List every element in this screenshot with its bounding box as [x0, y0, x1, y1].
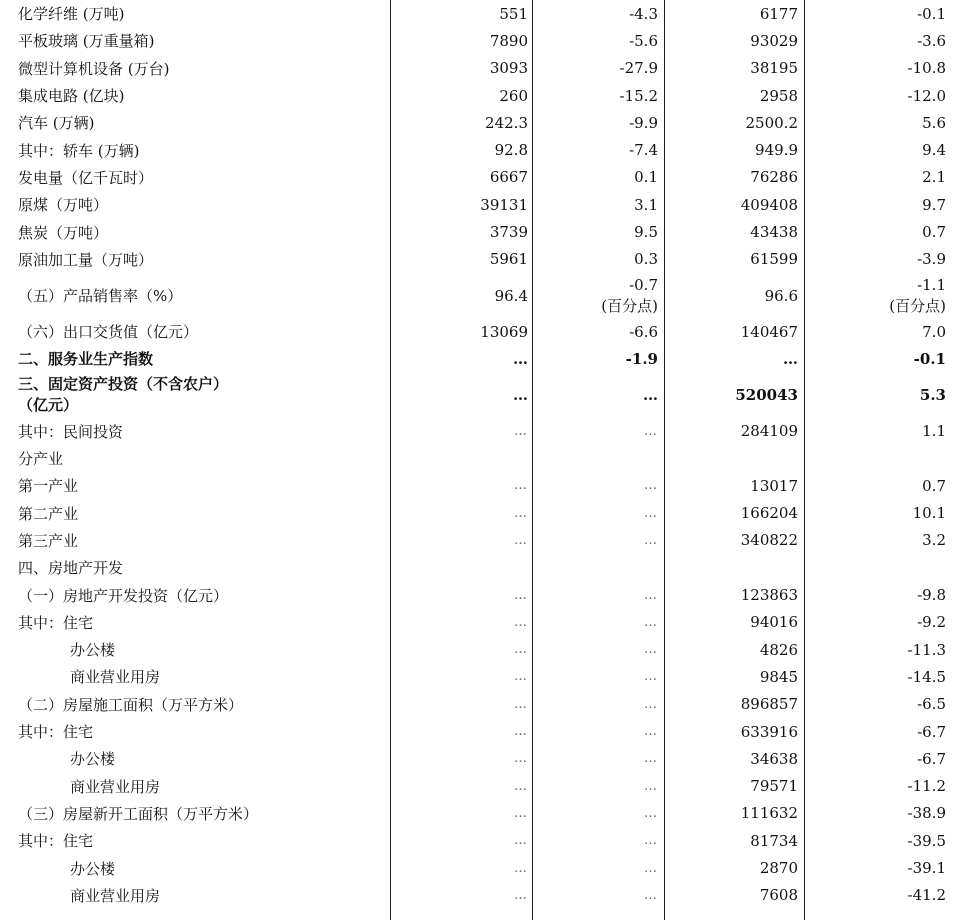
- table-cell: …: [514, 587, 528, 603]
- table-row: [0, 191, 960, 218]
- table-cell: 3.1: [634, 195, 658, 214]
- row-label-line: 三、固定资产投资（不含农户）: [18, 375, 229, 394]
- table-cell: 39131: [480, 195, 528, 214]
- cell-note: (百分点): [601, 296, 658, 315]
- table-cell: …: [644, 833, 658, 849]
- table-cell: …: [513, 349, 528, 368]
- table-cell: 0.1: [634, 168, 658, 187]
- table-row: [0, 418, 960, 445]
- table-row: [0, 246, 960, 273]
- table-cell: 79571: [750, 777, 798, 796]
- table-cell: -9.8: [917, 586, 946, 605]
- table-row: [0, 581, 960, 608]
- row-label: 平板玻璃 (万重量箱): [18, 32, 155, 51]
- table-row: [0, 745, 960, 772]
- table-cell: 6177: [759, 4, 798, 23]
- table-row: [0, 109, 960, 136]
- table-cell: 284109: [740, 422, 798, 441]
- row-label: 商业营业用房: [70, 668, 161, 687]
- table-cell: -14.5: [907, 667, 946, 686]
- table-cell: 0.7: [922, 476, 946, 495]
- row-label: 原煤（万吨）: [18, 196, 109, 215]
- row-label: 汽车 (万辆): [18, 114, 95, 133]
- table-cell: 3.2: [922, 531, 946, 550]
- table-cell: -3.9: [917, 250, 946, 269]
- table-cell: …: [514, 669, 528, 685]
- table-cell: 93029: [750, 31, 798, 50]
- table-row: [0, 0, 960, 27]
- table-row: [0, 164, 960, 191]
- table-cell: -3.6: [917, 31, 946, 50]
- table-cell: …: [514, 614, 528, 630]
- row-label: 分产业: [18, 450, 64, 469]
- table-cell: 96.6: [764, 286, 798, 305]
- table-cell: -6.7: [917, 749, 946, 768]
- row-label: 化学纤维 (万吨): [18, 5, 125, 24]
- table-cell: …: [514, 532, 528, 548]
- table-cell: -6.5: [917, 695, 946, 714]
- table-cell: 5961: [489, 250, 528, 269]
- table-cell: 896857: [740, 695, 798, 714]
- table-cell: -7.4: [629, 141, 658, 160]
- table-cell: [808, 273, 946, 318]
- table-cell: [538, 445, 658, 472]
- table-cell: -39.1: [907, 859, 946, 878]
- row-label: 其中：住宅: [18, 723, 94, 742]
- table-cell: …: [644, 505, 658, 521]
- table-row: [0, 636, 960, 663]
- table-cell: 2500.2: [745, 113, 798, 132]
- table-cell: …: [644, 696, 658, 712]
- table-cell: [394, 445, 528, 472]
- table-row: [0, 472, 960, 499]
- table-cell: [808, 445, 946, 472]
- table-cell: 9.5: [634, 223, 658, 242]
- table-cell: -0.1: [913, 349, 946, 368]
- table-cell: …: [644, 642, 658, 658]
- table-cell: 949.9: [755, 141, 798, 160]
- table-cell: 7608: [759, 886, 798, 905]
- table-cell: 2958: [759, 86, 798, 105]
- row-label: 集成电路 (亿块): [18, 87, 125, 106]
- table-cell: …: [644, 860, 658, 876]
- table-cell: …: [644, 778, 658, 794]
- table-cell: 10.1: [912, 504, 946, 523]
- table-cell: 96.4: [494, 286, 528, 305]
- table-row: [0, 345, 960, 372]
- table-row: [0, 718, 960, 745]
- table-cell: …: [644, 724, 658, 740]
- row-label: 办公楼: [70, 641, 116, 660]
- table-cell: …: [514, 724, 528, 740]
- table-row: [0, 373, 960, 418]
- row-label: 第二产业: [18, 504, 79, 523]
- table-cell: 166204: [740, 504, 798, 523]
- table-cell: 4826: [759, 640, 798, 659]
- table-cell: …: [644, 669, 658, 685]
- row-label: 其中：住宅: [18, 832, 94, 851]
- table-cell: -27.9: [619, 59, 658, 78]
- table-row: [0, 318, 960, 345]
- table-cell: -0.1: [917, 4, 946, 23]
- table-cell: 551: [499, 4, 528, 23]
- table-cell: 13069: [480, 322, 528, 341]
- table-cell: …: [644, 532, 658, 548]
- table-cell: …: [514, 642, 528, 658]
- row-label-line: （亿元）: [18, 396, 79, 415]
- row-label: 其中：住宅: [18, 613, 94, 632]
- table-row: [0, 800, 960, 827]
- table-row: [0, 663, 960, 690]
- table-row: [0, 55, 960, 82]
- table-cell: …: [514, 423, 528, 439]
- table-cell: [668, 554, 798, 581]
- table-cell: 7.0: [922, 322, 946, 341]
- row-label: 发电量（亿千瓦时）: [18, 168, 154, 187]
- table-cell: 5.3: [919, 386, 946, 405]
- table-cell: …: [783, 349, 798, 368]
- table-cell: 340822: [740, 531, 798, 550]
- table-cell: 38195: [750, 59, 798, 78]
- table-cell: …: [643, 386, 658, 405]
- row-label: 四、房地产开发: [18, 559, 124, 578]
- table-cell: 633916: [740, 722, 798, 741]
- table-cell: …: [513, 386, 528, 405]
- table-cell: -39.5: [907, 831, 946, 850]
- table-cell: 242.3: [485, 113, 528, 132]
- table-cell: -15.2: [619, 86, 658, 105]
- table-cell: 3093: [489, 59, 528, 78]
- table-row: [0, 27, 960, 54]
- row-label: 二、服务业生产指数: [18, 350, 154, 369]
- table-row: [0, 854, 960, 881]
- table-row: [0, 882, 960, 909]
- table-cell: 0.3: [634, 250, 658, 269]
- table-cell: 111632: [740, 804, 798, 823]
- table-cell: [668, 445, 798, 472]
- row-label: 办公楼: [70, 750, 116, 769]
- table-cell: 9.4: [922, 141, 946, 160]
- table-cell: 76286: [750, 168, 798, 187]
- table-cell: [808, 554, 946, 581]
- table-row: [0, 773, 960, 800]
- table-cell: …: [514, 751, 528, 767]
- table-row: [0, 273, 960, 318]
- cell-note: (百分点): [889, 296, 946, 315]
- row-label: [18, 373, 388, 418]
- table-cell: -10.8: [907, 59, 946, 78]
- table-cell: -12.0: [907, 86, 946, 105]
- table-cell: 34638: [750, 749, 798, 768]
- table-cell: …: [514, 860, 528, 876]
- table-row: [0, 218, 960, 245]
- table-cell: -41.2: [907, 886, 946, 905]
- table-cell: -11.2: [907, 777, 946, 796]
- table-cell: …: [514, 696, 528, 712]
- table-row: [0, 500, 960, 527]
- table-cell: 2870: [759, 859, 798, 878]
- table-cell: 43438: [750, 223, 798, 242]
- table-cell: …: [514, 805, 528, 821]
- row-label: 原油加工量（万吨）: [18, 250, 154, 269]
- table-cell: …: [644, 614, 658, 630]
- table-cell: 2.1: [922, 168, 946, 187]
- row-label: 焦炭（万吨）: [18, 223, 109, 242]
- table-cell: 61599: [750, 250, 798, 269]
- table-cell: -6.7: [917, 722, 946, 741]
- table-cell: 0.7: [922, 223, 946, 242]
- table-cell: -9.9: [629, 113, 658, 132]
- table-cell: -1.9: [625, 349, 658, 368]
- table-cell: 9.7: [922, 195, 946, 214]
- table-cell: 81734: [750, 831, 798, 850]
- table-row: [0, 827, 960, 854]
- row-label: 微型计算机设备 (万台): [18, 59, 170, 78]
- table-cell: [538, 273, 658, 318]
- table-cell: …: [514, 478, 528, 494]
- row-label: （二）房屋施工面积（万平方米）: [18, 695, 244, 714]
- table-cell: …: [644, 478, 658, 494]
- table-cell: 140467: [740, 322, 798, 341]
- table-cell: -9.2: [917, 613, 946, 632]
- table-cell: 260: [499, 86, 528, 105]
- table-cell: 3739: [489, 223, 528, 242]
- table-cell: 9845: [759, 667, 798, 686]
- table-cell: -5.6: [629, 31, 658, 50]
- table-cell: -11.3: [907, 640, 946, 659]
- table-cell: [394, 554, 528, 581]
- table-row: [0, 527, 960, 554]
- row-label: （五）产品销售率（%）: [18, 287, 183, 305]
- table-cell: 7890: [489, 31, 528, 50]
- table-cell: 409408: [740, 195, 798, 214]
- table-cell: 13017: [750, 476, 798, 495]
- table-row: [0, 609, 960, 636]
- table-cell: 6667: [489, 168, 528, 187]
- table-cell: …: [514, 505, 528, 521]
- row-label: （三）房屋新开工面积（万平方米）: [18, 804, 259, 823]
- table-row: [0, 445, 960, 472]
- table-cell: -6.6: [629, 322, 658, 341]
- row-label: 其中：民间投资: [18, 422, 124, 441]
- table-cell: …: [644, 887, 658, 903]
- table-cell: 94016: [750, 613, 798, 632]
- table-cell: 5.6: [922, 113, 946, 132]
- row-label: 商业营业用房: [70, 777, 161, 796]
- table-row: [0, 137, 960, 164]
- cell-value: -1.1: [917, 275, 946, 294]
- table-cell: …: [644, 423, 658, 439]
- table-cell: …: [644, 587, 658, 603]
- row-label: 第三产业: [18, 531, 79, 550]
- table-cell: …: [644, 751, 658, 767]
- cell-value: -0.7: [629, 275, 658, 294]
- table-cell: 520043: [735, 386, 798, 405]
- row-label: 第一产业: [18, 477, 79, 496]
- table-cell: 123863: [740, 586, 798, 605]
- table-cell: …: [514, 887, 528, 903]
- table-row: [0, 691, 960, 718]
- row-label: 其中：轿车 (万辆): [18, 141, 140, 160]
- table-cell: …: [514, 778, 528, 794]
- row-label: （一）房地产开发投资（亿元）: [18, 586, 229, 605]
- table-row: [0, 554, 960, 581]
- table-cell: …: [514, 833, 528, 849]
- table-row: [0, 82, 960, 109]
- table-cell: -38.9: [907, 804, 946, 823]
- table-cell: 1.1: [922, 422, 946, 441]
- row-label: （六）出口交货值（亿元）: [18, 323, 199, 342]
- table-cell: [538, 554, 658, 581]
- table-cell: …: [644, 805, 658, 821]
- row-label: 商业营业用房: [70, 886, 161, 905]
- table-cell: 92.8: [494, 141, 528, 160]
- row-label: 办公楼: [70, 859, 116, 878]
- table-cell: -4.3: [629, 4, 658, 23]
